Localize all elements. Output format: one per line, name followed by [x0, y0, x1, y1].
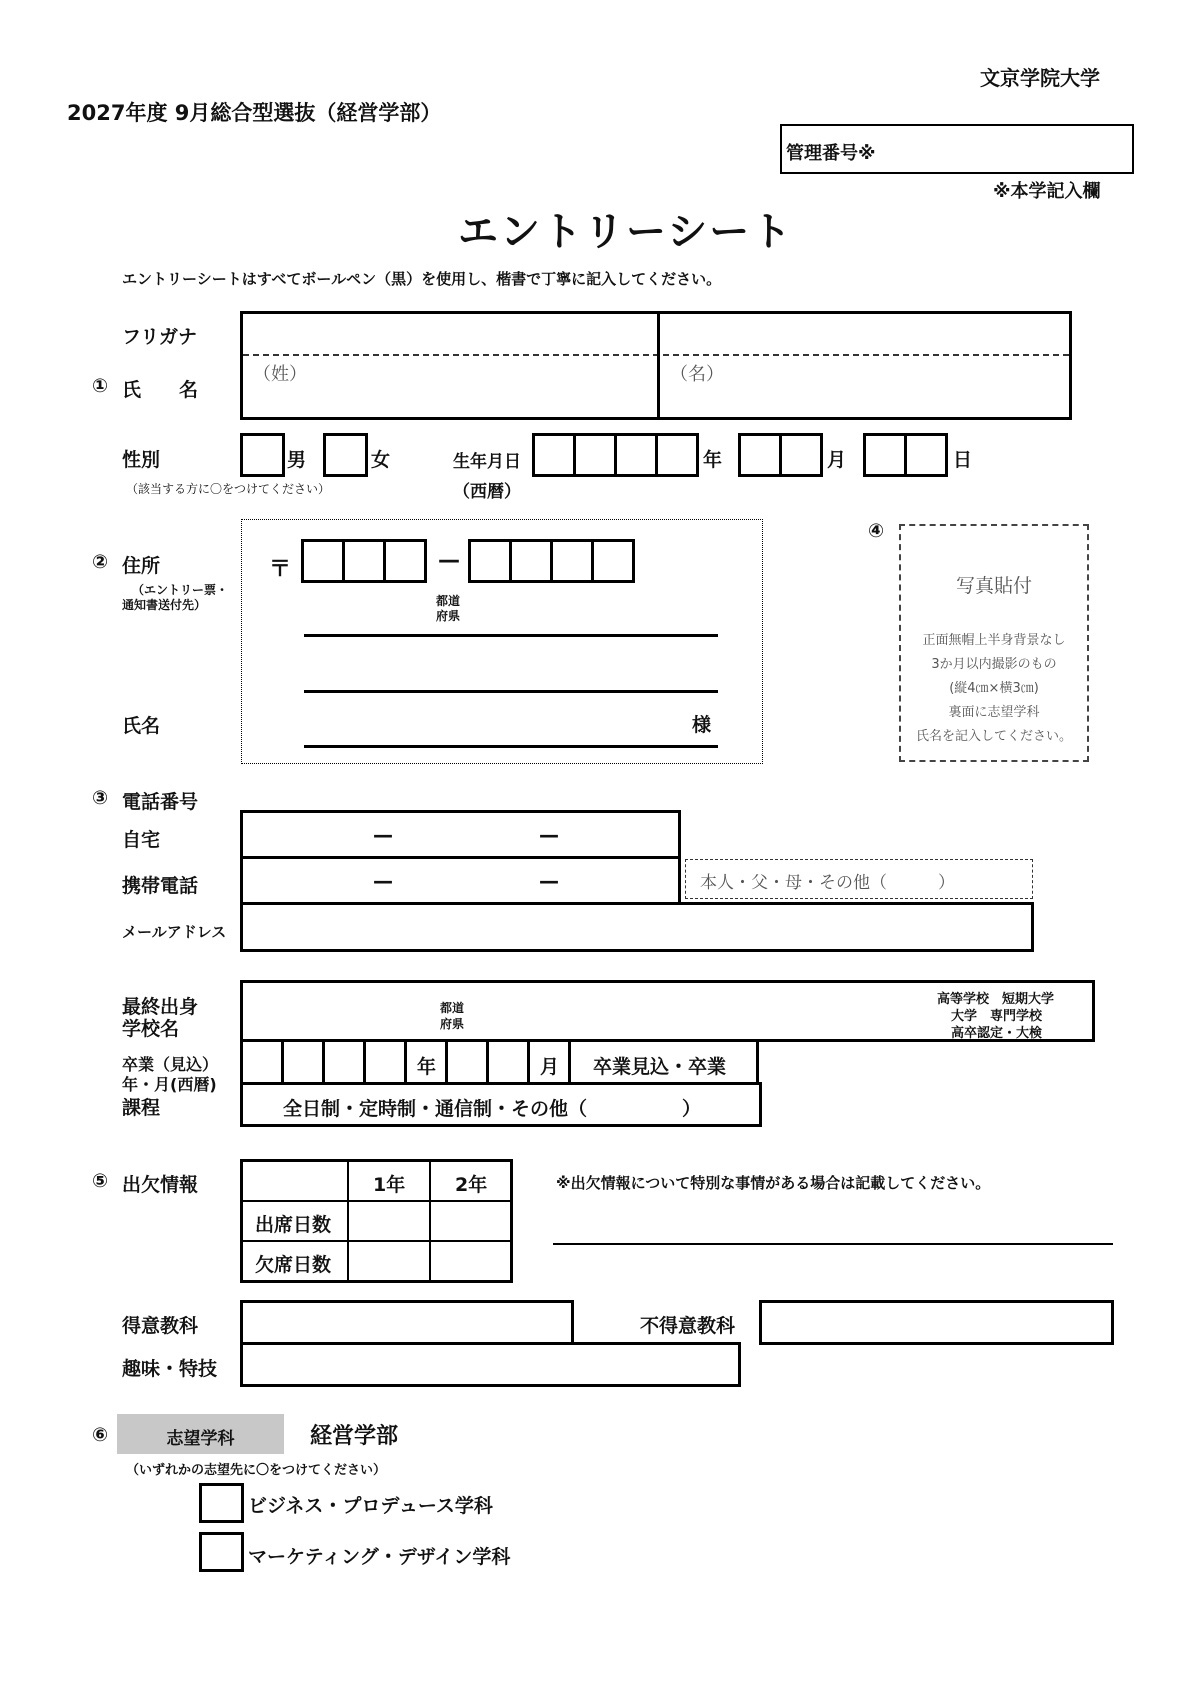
section-number-4: ④	[868, 520, 885, 542]
phone-label: 電話番号	[122, 791, 199, 813]
phone-owner-options: 本人・父・母・その他（ ）	[700, 873, 955, 893]
address-line-2[interactable]	[304, 690, 718, 693]
school-name-field[interactable]	[240, 980, 1095, 1042]
phone-dash: —	[539, 823, 559, 847]
attendance-table	[240, 1159, 513, 1283]
photo-note-3: (縦4㎝×横3㎝)	[949, 681, 1039, 696]
birth-day-digit[interactable]	[863, 433, 907, 477]
department-option-1: ビジネス・プロデュース学科	[248, 1495, 493, 1517]
birth-day-digit[interactable]	[904, 433, 948, 477]
absent-days-year2[interactable]	[431, 1242, 510, 1280]
department-option-2: マーケティング・デザイン学科	[248, 1546, 511, 1568]
grad-month-digit[interactable]	[486, 1039, 530, 1085]
graduation-label-1: 卒業（見込）	[122, 1055, 219, 1074]
address-area	[241, 519, 763, 764]
birthdate-sub: （西暦）	[453, 482, 521, 502]
postal-mark: 〒	[269, 557, 292, 582]
birth-day-cells[interactable]	[863, 433, 948, 477]
faculty-name: 経営学部	[310, 1424, 399, 1449]
postal-digit[interactable]	[301, 539, 345, 583]
furigana-given-field[interactable]	[660, 314, 1069, 354]
photo-title: 写真貼付	[955, 575, 1032, 597]
attendance-label: 出欠情報	[122, 1174, 199, 1196]
postal-digit[interactable]	[342, 539, 386, 583]
grad-year-digit[interactable]	[363, 1039, 407, 1085]
postal-second-cells[interactable]	[468, 539, 635, 583]
graduation-status-options: 卒業見込・卒業	[593, 1056, 727, 1078]
phone-dash: —	[539, 869, 559, 893]
birth-year-digit[interactable]	[614, 433, 658, 477]
school-label-2: 学校名	[122, 1018, 180, 1040]
postal-digit[interactable]	[591, 539, 635, 583]
address-note-1: （エントリー票・	[132, 583, 229, 597]
prefecture-label-2: 府県	[436, 609, 461, 623]
department-option-1-checkbox[interactable]	[199, 1483, 244, 1523]
exam-title: 2027年度 9月総合型選抜（経営学部）	[67, 101, 442, 125]
mobile-phone-label: 携帯電話	[122, 875, 199, 897]
furigana-label: フリガナ	[122, 326, 198, 348]
birth-day-label: 日	[953, 449, 973, 471]
birth-year-digit[interactable]	[532, 433, 576, 477]
graduation-date-cells[interactable]	[240, 1039, 759, 1085]
gender-male-checkbox[interactable]	[240, 433, 285, 477]
birthdate-label: 生年月日	[453, 452, 521, 472]
name-label: 氏 名	[122, 379, 199, 401]
admin-number-field[interactable]	[780, 124, 1134, 174]
section-number-6: ⑥	[92, 1424, 109, 1446]
attendance-note: ※出欠情報について特別な事情がある場合は記載してください。	[556, 1174, 991, 1192]
section-number-5: ⑤	[92, 1170, 109, 1192]
university-name: 文京学院大学	[980, 66, 1100, 90]
birth-year-cells[interactable]	[532, 433, 699, 477]
surname-hint: （姓）	[253, 364, 307, 385]
birth-month-digit[interactable]	[738, 433, 782, 477]
hobby-label: 趣味・特技	[122, 1358, 218, 1380]
given-hint: （名）	[670, 364, 724, 385]
prefecture-label-1: 都道	[436, 594, 461, 608]
birth-month-digit[interactable]	[779, 433, 823, 477]
surname-field[interactable]	[243, 356, 656, 417]
recipient-name-label: 氏名	[122, 715, 161, 737]
grad-year-digit[interactable]	[281, 1039, 325, 1085]
present-days-year2[interactable]	[431, 1202, 510, 1240]
attendance-row-absent: 欠席日数	[255, 1254, 332, 1276]
grad-year-label: 年	[417, 1056, 437, 1078]
honorific-sama: 様	[692, 714, 712, 736]
grad-month-label: 月	[540, 1056, 560, 1078]
photo-note-2: 3か月以内撮影のもの	[931, 657, 1057, 672]
section-number-3: ③	[92, 787, 109, 809]
name-box	[240, 311, 1072, 420]
strong-subject-field[interactable]	[240, 1300, 574, 1345]
admin-note: ※本学記入欄	[993, 181, 1101, 202]
home-phone-label: 自宅	[122, 829, 161, 851]
grad-year-digit[interactable]	[240, 1039, 284, 1085]
postal-digit[interactable]	[468, 539, 512, 583]
birth-year-digit[interactable]	[573, 433, 617, 477]
absent-days-year1[interactable]	[349, 1242, 429, 1280]
admin-number-label: 管理番号※	[786, 143, 876, 164]
grad-year-unit	[404, 1039, 448, 1085]
phone-owner-field[interactable]	[685, 859, 1033, 899]
recipient-name-line[interactable]	[304, 745, 718, 748]
school-pref-label-2: 府県	[440, 1017, 465, 1031]
gender-male-label: 男	[287, 449, 307, 471]
postal-dash: —	[438, 548, 460, 573]
course-field[interactable]	[240, 1082, 762, 1127]
strong-subject-label: 得意教科	[122, 1315, 199, 1337]
postal-first-cells[interactable]	[301, 539, 427, 583]
attendance-row-present: 出席日数	[255, 1214, 332, 1236]
birth-year-label: 年	[703, 449, 723, 471]
gender-note: （該当する方に〇をつけてください）	[126, 482, 331, 496]
school-pref-label-1: 都道	[440, 1001, 465, 1015]
birth-month-label: 月	[827, 449, 847, 471]
given-name-field[interactable]	[660, 356, 1069, 417]
gender-label: 性別	[122, 449, 161, 471]
attendance-col-year2: 2年	[455, 1174, 488, 1196]
email-field[interactable]	[240, 902, 1034, 952]
email-label: メールアドレス	[122, 923, 227, 941]
address-line-1[interactable]	[304, 634, 718, 637]
phone-dash: —	[373, 823, 393, 847]
address-note-2: 通知書送付先）	[122, 598, 207, 612]
gender-female-label: 女	[371, 449, 391, 471]
attendance-note-line[interactable]	[553, 1243, 1113, 1245]
course-label: 課程	[122, 1097, 161, 1119]
present-days-year1[interactable]	[349, 1202, 429, 1240]
weak-subject-label: 不得意教科	[640, 1315, 736, 1337]
graduation-status-field[interactable]	[568, 1039, 759, 1085]
home-phone-field[interactable]	[240, 810, 681, 859]
school-type-2: 大学 専門学校	[951, 1009, 1043, 1024]
photo-note-4: 裏面に志望学科	[948, 705, 1040, 720]
school-type-1: 高等学校 短期大学	[937, 992, 1055, 1007]
postal-digit[interactable]	[550, 539, 594, 583]
department-option-2-checkbox[interactable]	[199, 1532, 244, 1572]
department-label-badge	[117, 1414, 284, 1454]
birth-year-digit[interactable]	[655, 433, 699, 477]
address-label: 住所	[122, 555, 161, 577]
grad-month-digit[interactable]	[445, 1039, 489, 1085]
section-number-1: ①	[92, 375, 109, 397]
photo-area[interactable]	[899, 524, 1089, 762]
grad-year-digit[interactable]	[322, 1039, 366, 1085]
postal-digit[interactable]	[383, 539, 427, 583]
gender-female-checkbox[interactable]	[323, 433, 368, 477]
mobile-phone-field[interactable]	[240, 856, 681, 905]
postal-digit[interactable]	[509, 539, 553, 583]
furigana-surname-field[interactable]	[243, 314, 656, 354]
department-label: 志望学科	[166, 1429, 235, 1449]
school-label-1: 最終出身	[122, 996, 199, 1018]
instruction-text: エントリーシートはすべてボールペン（黒）を使用し、楷書で丁寧に記入してください。	[122, 270, 722, 288]
weak-subject-field[interactable]	[759, 1300, 1114, 1345]
photo-note-5: 氏名を記入してください。	[915, 729, 1072, 744]
hobby-field[interactable]	[240, 1342, 741, 1387]
course-options: 全日制・定時制・通信制・その他（ ）	[283, 1098, 702, 1120]
birth-month-cells[interactable]	[738, 433, 823, 477]
photo-note-1: 正面無帽上半身背景なし	[922, 633, 1066, 648]
section-number-2: ②	[92, 551, 109, 573]
school-type-3: 高卒認定・大検	[951, 1026, 1043, 1041]
page-title: エントリーシート	[458, 209, 794, 255]
attendance-col-year1: 1年	[373, 1174, 406, 1196]
graduation-label-2: 年・月(西暦)	[122, 1075, 217, 1094]
grad-month-unit	[527, 1039, 571, 1085]
department-note: （いずれかの志望先に〇をつけてください）	[126, 1463, 387, 1478]
phone-dash: —	[373, 869, 393, 893]
